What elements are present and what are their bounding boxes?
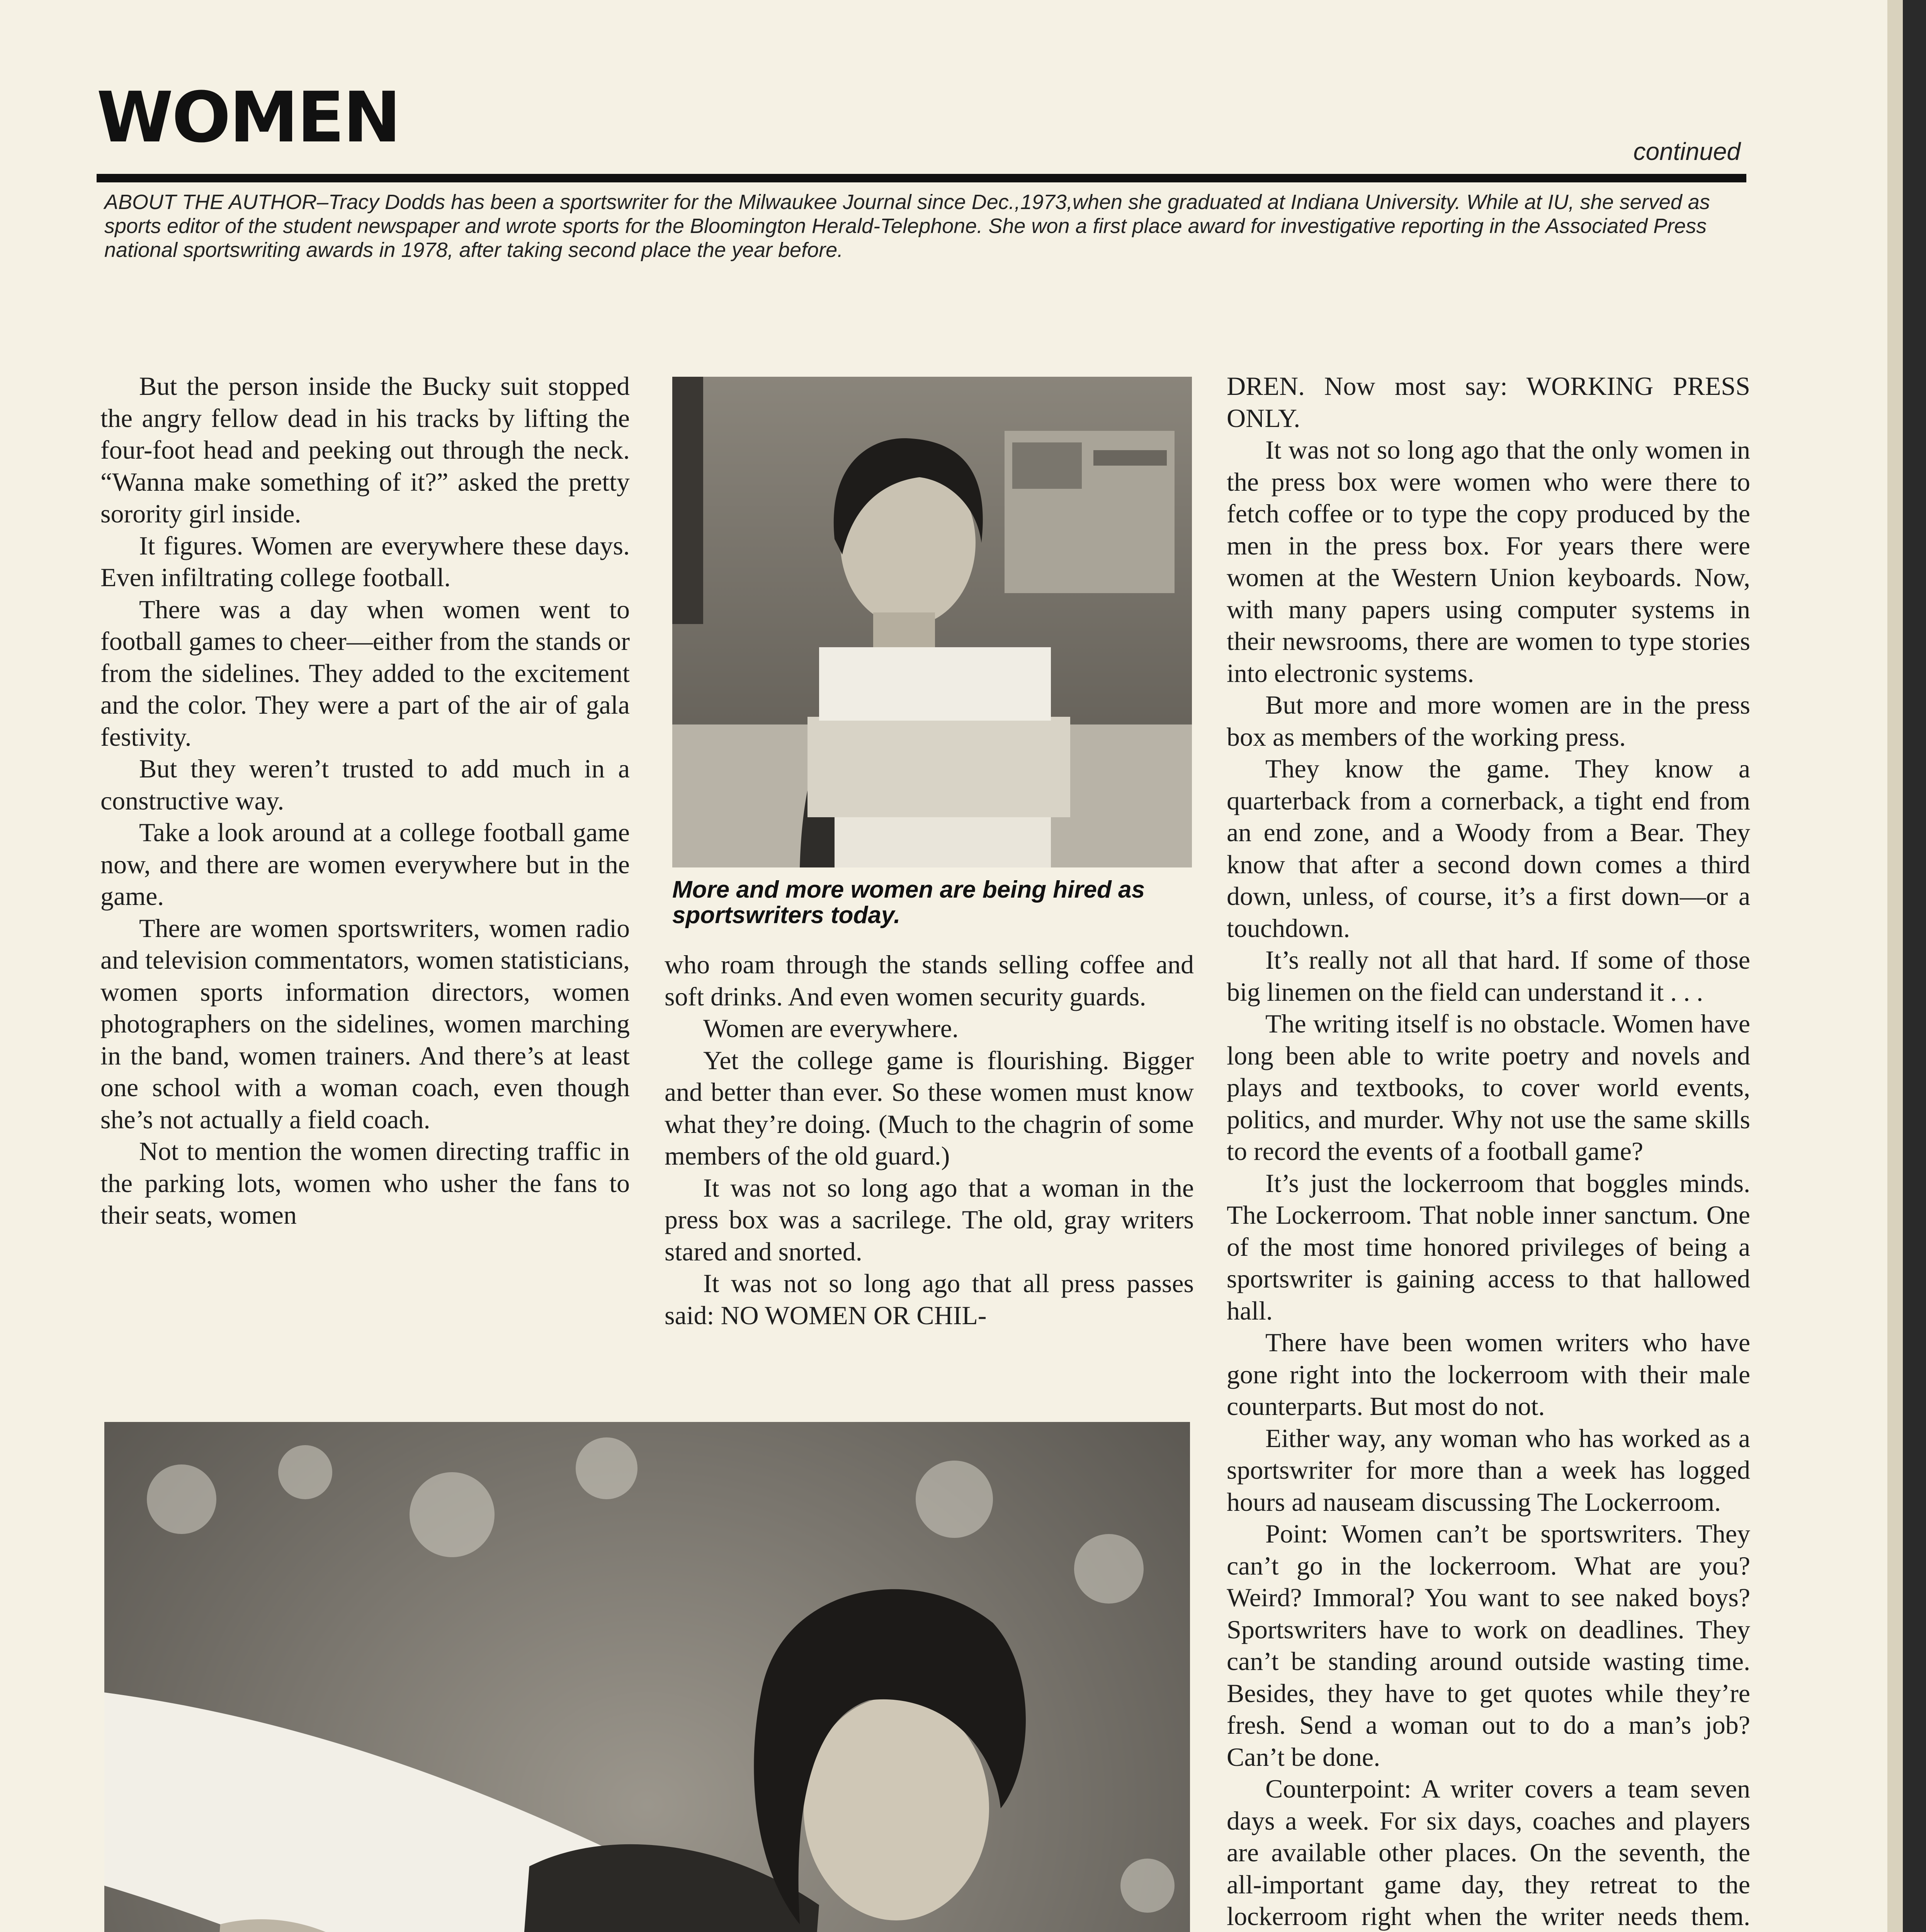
header-rule — [97, 174, 1746, 182]
paragraph: Yet the college game is flourishing. Bigger and better than ever. So these women must know what they’re doing. (Much to the chagrin of some members of the old guard.) — [665, 1045, 1194, 1170]
paragraph: They know the game. They know a quarterback from a cornerback, a tight end from an end zone, and a Woody from a Bear. They know that after a second down comes a third down, unless, of course, it’s a first down—or a touchdown. — [1227, 754, 1750, 943]
paragraph: It’s really not all that hard. If some of those big linemen on the field can understand it . . . — [1227, 945, 1750, 1007]
paragraph: But more and more women are in the press box as members of the working press. — [1227, 690, 1750, 752]
photo-caption: More and more women are being hired as sportswriters today. — [672, 876, 1145, 929]
paragraph: There have been women writers who have gone right into the lockerroom with their male counterparts. But most do not. — [1227, 1328, 1750, 1421]
paragraph: Not to mention the women directing traffic in the parking lots, women who usher the fans to their seats, women — [100, 1136, 630, 1230]
paragraph: But the person inside the Bucky suit stopped the angry fellow dead in his tracks by lifting the four-foot head and peeking out through the neck. “Wanna make something of it?” asked the pretty sorority girl inside. — [100, 371, 630, 528]
paragraph: It was not so long ago that the only women in the press box were women who were there to fetch coffee or to type the copy produced by the men in the press box. For years there were women at the Western Union keyboards. Now, with many papers using computer systems in their newsrooms, there are women to type stories into electronic systems. — [1227, 435, 1750, 688]
paragraph: Take a look around at a college football game now, and there are women everywhere but in the game. — [100, 818, 630, 911]
paragraph: Women are everywhere. — [703, 1014, 959, 1043]
page-edge — [1903, 0, 1926, 1932]
author-note: ABOUT THE AUTHOR–Tracy Dodds has been a sportswriter for the Milwaukee Journal since Dec.,1973,when she graduated at Indiana University. While at IU, she served as sports editor of the student newspaper and wrote sports for the Bloomington Herald-Telephone. She won a first place award for investigative reporting in the Associated Press national sportswriting awards in 1978, after taking second place the year before. — [104, 190, 1710, 262]
paragraph: But they weren’t trusted to add much in a constructive way. — [100, 754, 630, 815]
cheerleader-photo — [104, 1422, 1190, 1932]
paragraph: Point: Women can’t be sportswriters. They can’t go in the lockerroom. What are you? Weird? Immoral? You want to see naked boys? Sportswriters have to work on deadlines. They can’t be standing around outside wasting time. Besides, they have to get quotes while they’re fresh. Send a woman out to do a man’s job? Can’t be done. — [1227, 1519, 1750, 1772]
sportswriter-photo — [672, 377, 1192, 867]
paragraph: It was not so long ago that all press passes said: NO WOMEN OR CHIL- — [665, 1269, 1194, 1330]
paragraph: Counterpoint: A writer covers a team seven days a week. For six days, coaches and players are available other places. On the seventh, the all-important game day, they retreat to the lockerroom right when the writer needs them. — [1227, 1774, 1750, 1931]
paragraph: There are women sportswriters, women radio and television commentators, women statisticians, women sports information directors, women photographers on the sidelines, women marching in the band, women trainers. And there’s at least one school with a woman coach, even though she’s not actually a field coach. — [100, 913, 630, 1134]
cheerleader-illustration — [104, 1422, 1190, 1932]
article-column-2 — [665, 949, 1194, 1331]
paragraph: Either way, any woman who has worked as a sportswriter for more than a week has logged hours ad nauseam discussing The Lockerroom. — [1227, 1423, 1750, 1517]
section-title: WOMEN — [97, 77, 400, 158]
page-edge-shadow — [1887, 0, 1903, 1932]
paragraph: DREN. Now most say: WORKING PRESS ONLY. — [1227, 371, 1750, 433]
article-column-3 — [1227, 370, 1750, 1932]
paragraph: It was not so long ago that a woman in the press box was a sacrilege. The old, gray writers stared and snorted. — [665, 1173, 1194, 1266]
article-column-1 — [100, 370, 630, 1231]
paragraph: There was a day when women went to football games to cheer—either from the stands or from the sidelines. They added to the excitement and the color. They were a part of the air of gala festivity. — [100, 594, 630, 752]
sportswriter-illustration — [672, 377, 1192, 867]
paragraph: It figures. Women are everywhere these days. Even infiltrating college football. — [100, 531, 630, 592]
continued-label: continued — [1633, 138, 1741, 165]
paragraph: The writing itself is no obstacle. Women have long been able to write poetry and novels and plays and textbooks, to cover world events, politics, and murder. Why not use the same skills to record the events of a football game? — [1227, 1009, 1750, 1166]
paragraph: who roam through the stands selling coffee and soft drinks. And even women security guards. — [665, 950, 1194, 1011]
paragraph: It’s just the lockerroom that boggles minds. The Lockerroom. That noble inner sanctum. One of the most time honored privileges of being a sportswriter is gaining access to that hallowed hall. — [1227, 1168, 1750, 1325]
